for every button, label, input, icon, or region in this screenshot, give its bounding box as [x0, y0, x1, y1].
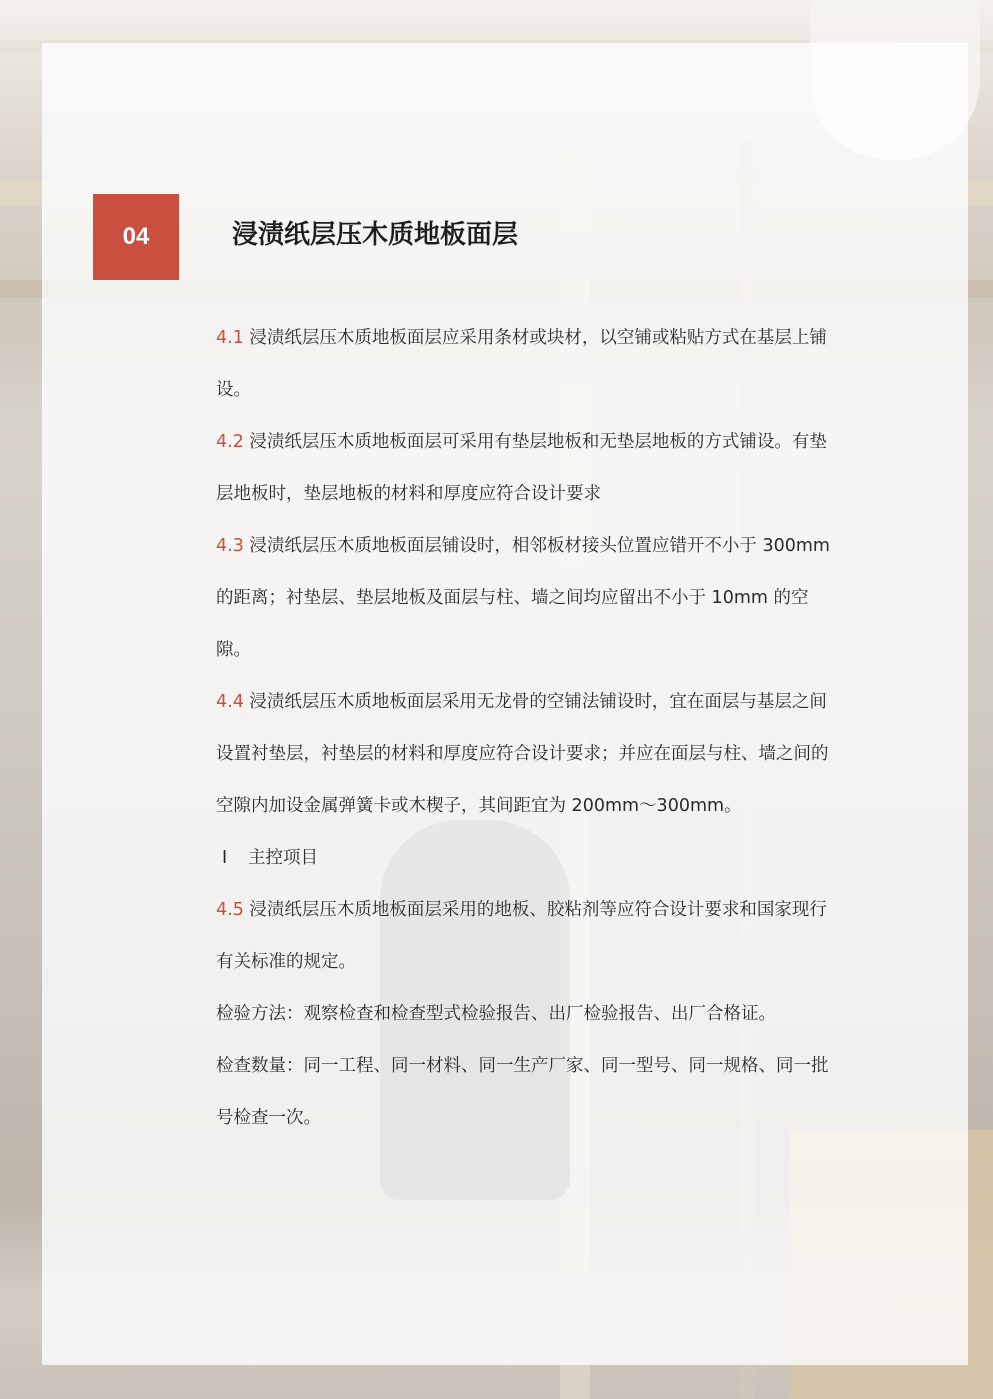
clause-4-2	[216, 416, 836, 520]
inspection-quantity: 检查数量：同一工程、同一材料、同一生产厂家、同一型号、同一规格、同一批号检查一次。	[216, 1056, 829, 1128]
clause-number: 4.3	[216, 536, 244, 556]
section-title: 浸渍纸层压木质地板面层	[232, 220, 519, 250]
clause-text: 浸渍纸层压木质地板面层采用的地板、胶粘剂等应符合设计要求和国家现行有关标准的规定。	[216, 900, 827, 972]
clause-number: 4.5	[216, 900, 244, 920]
document-body	[216, 312, 836, 1144]
clause-number: 4.4	[216, 692, 244, 712]
subheading-text: 主控项目	[248, 848, 318, 868]
clause-text: 浸渍纸层压木质地板面层可采用有垫层地板和无垫层地板的方式铺设。有垫层地板时，垫层地板的材料和厚度应符合设计要求	[216, 432, 827, 504]
clause-number: 4.2	[216, 432, 244, 452]
clause-4-5	[216, 884, 836, 988]
inspection-method: 检验方法：观察检查和检查型式检验报告、出厂检验报告、出厂合格证。	[216, 1004, 776, 1024]
clause-4-1	[216, 312, 836, 416]
clause-4-3	[216, 520, 836, 676]
clause-4-4	[216, 676, 836, 832]
clause-number: 4.1	[216, 328, 244, 348]
subheading-marker: I	[222, 848, 228, 868]
clause-text: 浸渍纸层压木质地板面层铺设时，相邻板材接头位置应错开不小于 300mm 的距离；衬垫层、垫层地板及面层与柱、墙之间均应留出不小于 10mm 的空隙。	[216, 536, 830, 660]
subheading-main-control	[216, 832, 836, 884]
clause-text: 浸渍纸层压木质地板面层应采用条材或块材，以空铺或粘贴方式在基层上铺设。	[216, 328, 827, 400]
section-number-badge: 04	[93, 194, 179, 280]
clause-text: 浸渍纸层压木质地板面层采用无龙骨的空铺法铺设时，宜在面层与基层之间设置衬垫层，衬垫层的材料和厚度应符合设计要求；并应在面层与柱、墙之间的空隙内加设金属弹簧卡或木楔子，其间距宜为 200mm～300mm。	[216, 692, 829, 816]
